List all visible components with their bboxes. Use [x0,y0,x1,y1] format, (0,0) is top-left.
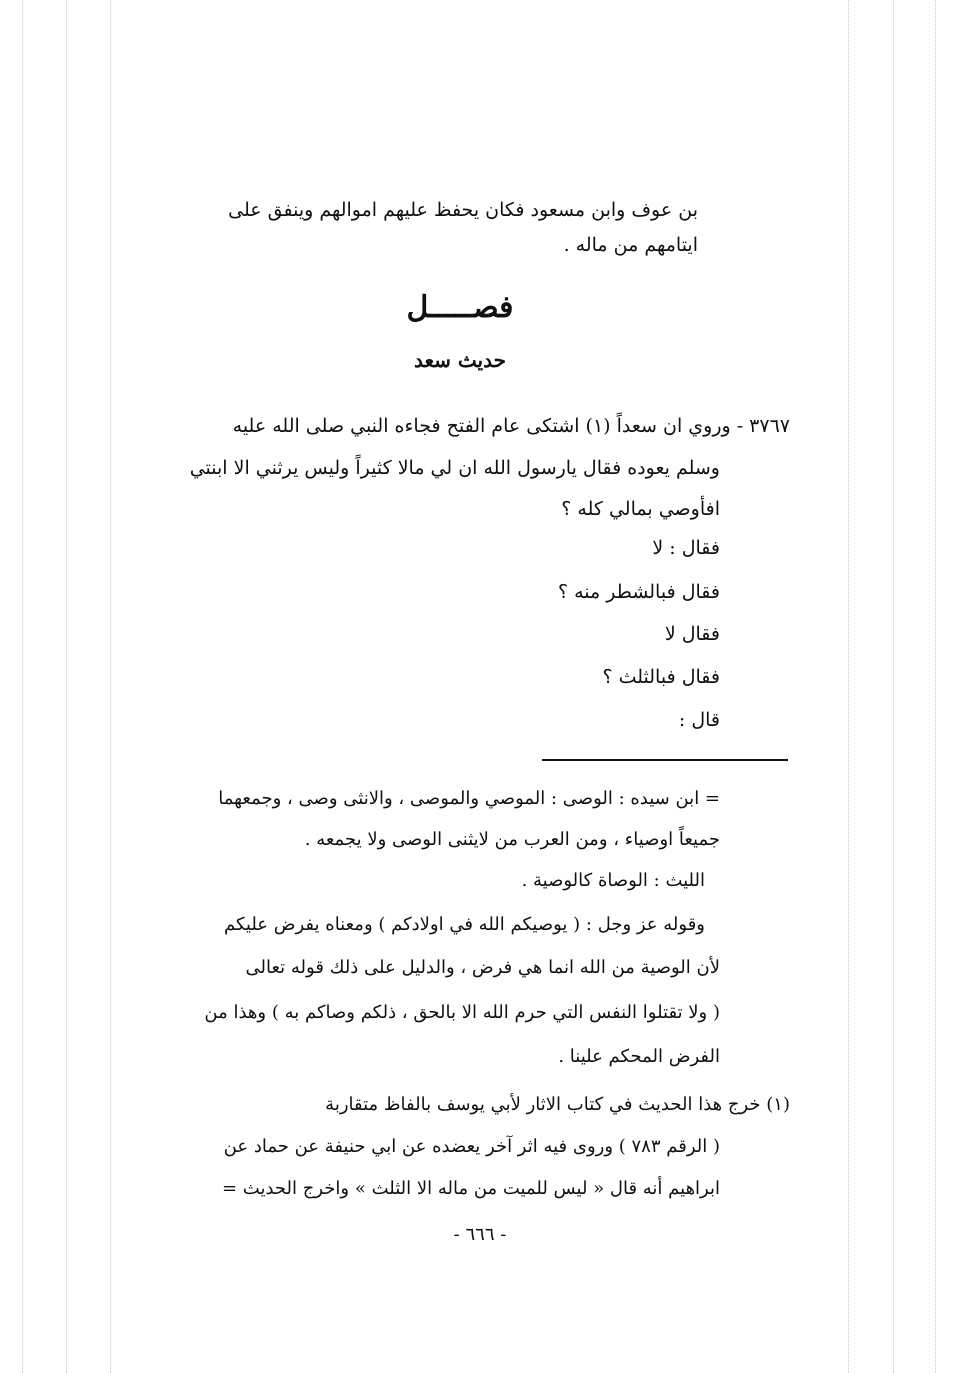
footnote-line-3: الليث : الوصاة كالوصية . [521,870,705,891]
scan-guide-line [848,0,849,1373]
hadith-line-6: فقال لا [664,623,720,645]
hadith-line-4: فقال : لا [652,537,720,559]
scan-guide-line [893,0,894,1373]
section-subheading: حديث سعد [414,348,506,372]
intro-line-2: ايتامهم من ماله . [563,234,698,256]
scan-guide-line [66,0,67,1373]
hadith-line-5: فقال فبالشطر منه ؟ [557,581,720,603]
footnote-line-1: = ابن سيده : الوصى : الموصي والموصى ، والانثى وصى ، وجمعهما [218,788,720,809]
scan-guide-line [22,0,23,1373]
footnote-line-8: (١) خرج هذا الحديث في كتاب الاثار لأبي يوسف بالفاظ متقاربة [325,1094,790,1115]
footnote-line-2: جميعاً اوصياء ، ومن العرب من لايثنى الوصى ولا يجمعه . [304,829,720,850]
hadith-line-2: وسلم يعوده فقال يارسول الله ان لي مالا كثيراً وليس يرثني الا ابنتي [189,457,720,479]
hadith-line-3: افأوصي بمالي كله ؟ [561,498,720,520]
intro-line-1: بن عوف وابن مسعود فكان يحفظ عليهم اموالهم وينفق على [228,199,698,221]
footnote-line-7: الفرض المحكم علينا . [558,1046,720,1067]
hadith-line-1: ٣٧٦٧ - وروي ان سعداً (١) اشتكى عام الفتح فجاءه النبي صلى الله عليه [232,415,790,437]
hadith-line-8: قال : [678,709,720,731]
hadith-line-7: فقال فبالثلث ؟ [602,666,720,688]
footnote-line-9: ( الرقم ٧٨٣ ) وروى فيه اثر آخر يعضده عن ابي حنيفة عن حماد عن [223,1136,720,1157]
footnote-line-6: ( ولا تقتلوا النفس التي حرم الله الا بالحق ، ذلكم وصاكم به ) وهذا من [204,1002,720,1023]
footnote-line-4: وقوله عز وجل : ( يوصيكم الله في اولادكم ) ومعناه يفرض عليكم [223,914,705,935]
page-number: - ٦٦٦ - [453,1224,507,1245]
footnote-line-10: ابراهيم أنه قال « ليس للميت من ماله الا الثلث » واخرج الحديث = [221,1178,720,1199]
section-heading: فصـــــل [406,290,514,325]
scan-guide-line [110,0,111,1373]
footnote-separator [542,759,788,761]
scan-guide-line [935,0,936,1373]
footnote-line-5: لأن الوصية من الله انما هي فرض ، والدليل على ذلك قوله تعالى [245,957,720,978]
